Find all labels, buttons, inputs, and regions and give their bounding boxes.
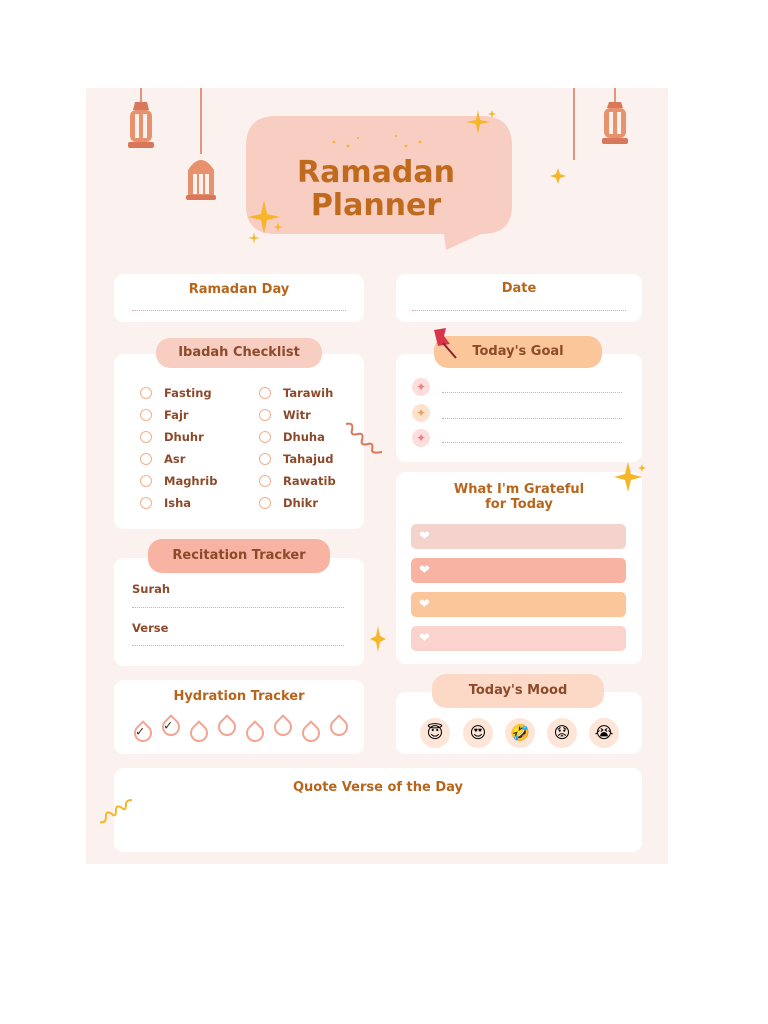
goal-line[interactable] <box>442 392 622 393</box>
squiggle-icon <box>98 796 134 826</box>
checkbox-circle[interactable] <box>140 431 152 443</box>
goal-bullet-icon: ✦ <box>412 404 430 422</box>
title-line-1: Ramadan <box>297 155 455 190</box>
checkbox-circle[interactable] <box>140 475 152 487</box>
quote-card[interactable] <box>114 768 642 852</box>
goal-line[interactable] <box>442 418 622 419</box>
mood-heart-eyes-icon[interactable]: 😍 <box>469 723 487 742</box>
todays-goal-label: Today's Goal <box>434 336 602 368</box>
ramadan-day-label: Ramadan Day <box>188 282 290 297</box>
ramadan-day-card <box>114 274 364 322</box>
grateful-bar[interactable] <box>411 558 626 583</box>
lantern-icon <box>598 88 632 150</box>
checkbox-circle[interactable] <box>259 475 271 487</box>
sparkle-icon <box>246 198 290 246</box>
surah-input-line[interactable] <box>132 607 344 608</box>
grateful-bar[interactable] <box>411 592 626 617</box>
grateful-label-line-1: What I'm Grateful <box>453 482 585 497</box>
hydration-tracker-label: Hydration Tracker <box>173 689 305 704</box>
heart-icon: ❤ <box>419 597 430 612</box>
ramadan-day-input-line[interactable] <box>132 310 346 311</box>
date-card <box>396 274 642 322</box>
water-drop-checked[interactable]: ✓ <box>158 714 183 739</box>
todays-goal-card <box>396 354 642 462</box>
goal-line[interactable] <box>442 442 622 443</box>
checkbox-circle[interactable] <box>140 497 152 509</box>
checkbox-circle[interactable] <box>140 409 152 421</box>
verse-label: Verse <box>132 621 169 635</box>
checkbox-circle[interactable] <box>140 453 152 465</box>
title-line-2: Planner <box>310 188 442 223</box>
grateful-label-line-2: for Today <box>485 497 553 512</box>
sparkle-icon <box>610 460 648 498</box>
sparkle-icon <box>370 626 386 652</box>
heart-icon: ❤ <box>419 529 430 544</box>
lantern-icon <box>124 88 158 158</box>
lantern-icon <box>184 88 218 204</box>
recitation-tracker-card <box>114 558 364 666</box>
surah-label: Surah <box>132 582 171 596</box>
heart-icon: ❤ <box>419 563 430 578</box>
sparkle-icon <box>462 106 498 142</box>
grateful-bar[interactable] <box>411 626 626 651</box>
stars-moon-icon <box>326 130 426 156</box>
checkbox-circle[interactable] <box>259 453 271 465</box>
todays-mood-label: Today's Mood <box>432 674 604 708</box>
verse-input-line[interactable] <box>132 645 344 646</box>
ibadah-checklist-label: Ibadah Checklist <box>156 338 322 368</box>
checkbox-circle[interactable] <box>259 497 271 509</box>
mood-crying-icon[interactable]: 😭 <box>594 723 614 742</box>
grateful-bar[interactable] <box>411 524 626 549</box>
goal-bullet-icon: ✦ <box>412 429 430 447</box>
grateful-label <box>396 482 642 512</box>
mood-worried-icon[interactable]: 😟 <box>553 723 571 742</box>
checkbox-circle[interactable] <box>259 431 271 443</box>
page-title <box>266 156 486 222</box>
checkbox-circle[interactable] <box>259 409 271 421</box>
recitation-tracker-label: Recitation Tracker <box>148 539 330 573</box>
water-drop-checked[interactable]: ✓ <box>130 720 155 745</box>
squiggle-icon <box>344 420 386 456</box>
crescent-moon-icon <box>534 88 594 208</box>
quote-label: Quote Verse of the Day <box>292 780 463 795</box>
pushpin-icon <box>430 326 460 360</box>
checkbox-circle[interactable] <box>259 387 271 399</box>
checkbox-circle[interactable] <box>140 387 152 399</box>
heart-icon: ❤ <box>419 631 430 646</box>
date-input-line[interactable] <box>412 310 626 311</box>
planner-page: Ramadan Planner Ramadan Day Date Ibadah Checklist Fasting Fajr Dhuhr Asr Maghrib Isha Tarawih Witr Dhuha Tahajud Rawatib Dhikr Today's Goal ✦ ✦ ✦ What I'm Grateful for Today ❤ ❤ ❤ ❤ Recitation Tracker Surah Verse Hydration Tracker ✓ ✓ Today's Mood 😇 😍 🤣 😟 😭 Quote Verse of the Day <box>86 88 668 864</box>
date-label: Date <box>501 281 537 296</box>
goal-bullet-icon: ✦ <box>412 378 430 396</box>
mood-angel-icon[interactable]: 😇 <box>426 723 444 742</box>
mood-laughing-icon[interactable]: 🤣 <box>510 723 530 742</box>
